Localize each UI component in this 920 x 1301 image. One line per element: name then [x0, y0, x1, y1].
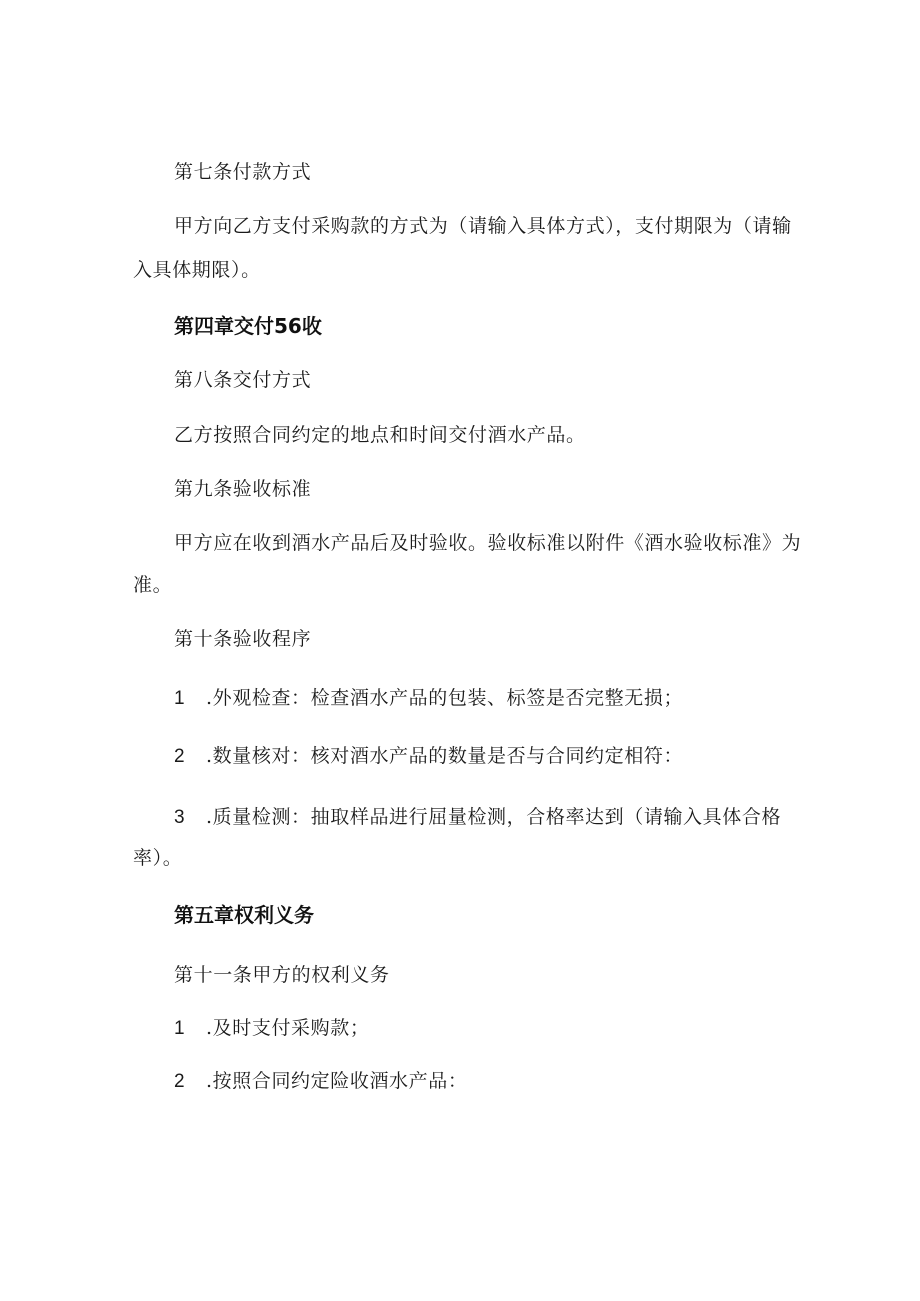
list-item-text: .外观检查：检查酒水产品的包装、标签是否完整无损； [206, 687, 684, 709]
chapter-5-heading: 第五章权利义务 [174, 903, 314, 927]
article-7-text-line-2: 入具体期限）。 [133, 259, 261, 281]
article-11-title: 第十一条甲方的权利义务 [174, 964, 390, 986]
list-item [174, 805, 781, 830]
list-item-text: .质量检测：抽取样品进行屈量检测，合格率达到（请输入具体合格 [206, 806, 782, 828]
list-item [174, 744, 683, 769]
article-9-text-line-1: 甲方应在收到酒水产品后及时验收。验收标准以附件《酒水验收标准》为 [174, 532, 802, 554]
chapter-4-heading: 第四章交付56收 [174, 314, 322, 338]
article-7-text-line-1: 甲方向乙方支付采购款的方式为（请输入具体方式），支付期限为（请输 [174, 215, 792, 237]
list-item-text: .数量核对：核对酒水产品的数量是否与合同约定相符： [206, 745, 684, 767]
list-item-number: 1 [174, 1018, 186, 1039]
list-item-continuation: 率）。 [133, 847, 183, 869]
article-8-text: 乙方按照合同约定的地点和时间交付酒水产品。 [174, 424, 586, 446]
list-item-text: .按照合同约定险收酒水产品： [206, 1070, 468, 1092]
article-9-text-line-2: 准。 [133, 574, 173, 596]
list-item [174, 1069, 467, 1094]
article-7-title: 第七条付款方式 [174, 161, 312, 183]
list-item-number: 2 [174, 1071, 186, 1092]
list-item [174, 686, 683, 711]
list-item-number: 2 [174, 746, 186, 767]
article-10-title: 第十条验收程序 [174, 628, 312, 650]
list-item [174, 1016, 369, 1041]
list-item-text: .及时支付采购款； [206, 1017, 370, 1039]
article-8-title: 第八条交付方式 [174, 369, 312, 391]
list-item-number: 1 [174, 688, 186, 709]
list-item-number: 3 [174, 807, 186, 828]
article-9-title: 第九条验收标准 [174, 478, 312, 500]
